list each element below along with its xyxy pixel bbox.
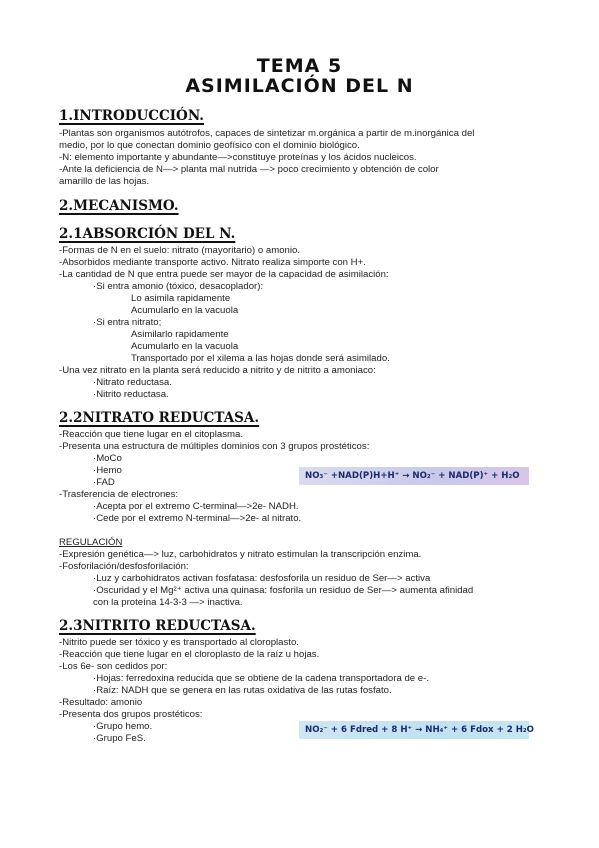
- nitrito-line: -Presenta dos grupos prostéticos:: [59, 709, 203, 720]
- nitrato-line: -Presenta una estructura de múltiples dominios con 3 grupos prostéticos:: [59, 441, 370, 452]
- heading-mecanismo: 2.MECANISMO.: [59, 198, 179, 214]
- nitrato-line: -Trasferencia de electrones:: [59, 489, 179, 500]
- absorcion-line: -Una vez nitrato en la planta será reducido a nitrito y de nitrito a amoniaco:: [59, 365, 376, 376]
- regulacion-label: REGULACIÓN: [59, 537, 123, 548]
- title-line-2: ASIMILACIÓN DEL N: [185, 75, 414, 97]
- nitrato-line: ·Hemo: [93, 465, 122, 476]
- heading-nitrito-reductasa: 2.3NITRITO REDUCTASA.: [59, 618, 256, 634]
- regulacion-line: ·Oscuridad y el Mg²⁺ activa una quinasa: fosforila un residuo de Ser—> aumenta afinidad: [93, 585, 474, 596]
- regulacion-line: -Fosforilación/desfosforilación:: [59, 561, 189, 572]
- nitrato-line: ·MoCo: [93, 453, 122, 464]
- nitrito-line: ·Grupo FeS.: [93, 733, 146, 744]
- nitrito-line: -Resultado: amonio: [59, 697, 143, 708]
- nitrito-formula-text: NO₂⁻ + 6 Fdred + 8 H⁺ → NH₄⁺ + 6 Fdox + 2 H₂O: [305, 725, 534, 735]
- absorcion-line: Acumularlo en la vacuola: [131, 341, 239, 352]
- absorcion-line: ·Nitrato reductasa.: [93, 377, 172, 388]
- heading-absorcion: 2.1ABSORCIÓN DEL N.: [59, 226, 236, 242]
- absorcion-line: -La cantidad de N que entra puede ser mayor de la capacidad de asimilación:: [59, 269, 389, 280]
- intro-line: medio, por lo que conectan dominio geofísico con el dominio biológico.: [59, 140, 360, 151]
- absorcion-line: -Formas de N en el suelo: nitrato (mayoritario) o amonio.: [59, 245, 301, 256]
- intro-line: amarillo de las hojas.: [59, 176, 150, 187]
- heading-introduccion: 1.INTRODUCCIÓN.: [59, 108, 204, 124]
- nitrato-line: ·FAD: [93, 477, 115, 488]
- nitrato-line: ·Acepta por el extremo C-terminal—>2e- NADH.: [93, 501, 299, 512]
- nitrito-line: -Nitrito puede ser tóxico y es transportado al cloroplasto.: [59, 637, 299, 648]
- heading-nitrato-reductasa: 2.2NITRATO REDUCTASA.: [59, 410, 260, 426]
- absorcion-line: Transportado por el xilema a las hojas donde será asimilado.: [131, 353, 390, 364]
- nitrito-line: -Reacción que tiene lugar en el cloroplasto de la raíz u hojas.: [59, 649, 320, 660]
- nitrito-line: ·Grupo hemo.: [93, 721, 153, 732]
- nitrito-line: -Los 6e- son cedidos por:: [59, 661, 168, 672]
- regulacion-line: con la proteína 14-3-3 —> inactiva.: [93, 597, 243, 608]
- absorcion-line: ·Nitrito reductasa.: [93, 389, 169, 400]
- nitrato-formula-text: NO₃⁻ +NAD(P)H+H⁺ → NO₂⁻ + NAD(P)⁺ + H₂O: [305, 471, 520, 481]
- absorcion-line: Asimilarlo rapidamente: [131, 329, 229, 340]
- absorcion-line: ·Si entra amonio (tóxico, desacoplador):: [93, 281, 264, 292]
- nitrito-line: ·Raíz: NADH que se genera en las rutas oxidativa de las rutas fosfato.: [93, 685, 392, 696]
- intro-line: -N: elemento importante y abundante—>constituye proteínas y los ácidos nucleicos.: [59, 152, 417, 163]
- absorcion-line: Lo asimila rapidamente: [131, 293, 231, 304]
- absorcion-line: ·Si entra nitrato;: [93, 317, 162, 328]
- regulacion-line: ·Luz y carbohidratos activan fosfatasa: desfosforila un residuo de Ser—> activa: [93, 573, 431, 584]
- intro-line: -Plantas son organismos autótrofos, capaces de sintetizar m.orgánica a partir de m.inorgánica del: [59, 128, 475, 139]
- intro-line: -Ante la deficiencia de N—> planta mal nutrida —> poco crecimiento y obtención de color: [59, 164, 439, 175]
- absorcion-line: -Absorbidos mediante transporte activo. Nitrato realiza simporte con H+.: [59, 257, 366, 268]
- nitrato-reaction-formula: [299, 467, 529, 485]
- nitrato-line: ·Cede por el extremo N-terminal—>2e- al nitrato.: [93, 513, 302, 524]
- nitrito-reaction-formula: [299, 721, 534, 739]
- absorcion-line: Acumularlo en la vacuola: [131, 305, 239, 316]
- title-line-1: TEMA 5: [256, 55, 343, 77]
- nitrato-line: -Reacción que tiene lugar en el citoplasma.: [59, 429, 243, 440]
- nitrito-line: ·Hojas: ferredoxina reducida que se obtiene de la cadena transportadora de e-.: [93, 673, 429, 684]
- regulacion-line: -Expresión genética—> luz, carbohidratos y nitrato estimulan la transcripción enzima.: [59, 549, 422, 560]
